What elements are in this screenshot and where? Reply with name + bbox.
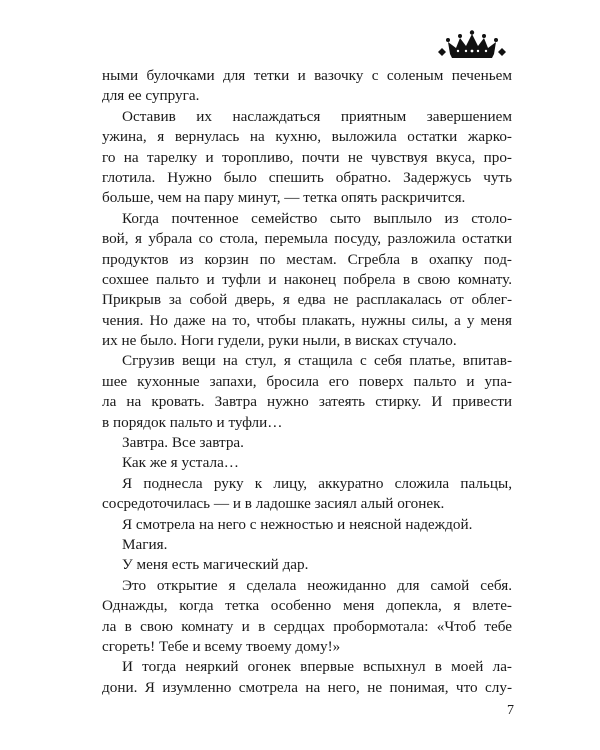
text-line: У меня есть магический дар. xyxy=(122,556,309,574)
text-line: ными булочками для тетки и вазочку с соленым печеньем xyxy=(102,67,512,84)
text-line: вой, я убрала со стола, перемыла посуду, разложила остатки xyxy=(102,230,512,248)
text-line: сгореть! Тебе и всему твоему дому!» xyxy=(102,637,341,655)
text-line: И тогда неяркий огонек впервые вспыхнул в моей ла- xyxy=(122,658,512,676)
text-line: больше, чем на пару минут, — тетка опять раскричится. xyxy=(102,189,466,207)
text-line: ла на кровать. Завтра нужно затеять стирку. И привести xyxy=(102,393,512,411)
text-line: Когда почтенное семейство сыто выплыло из столо- xyxy=(122,209,512,227)
text-line: Как же я устала… xyxy=(122,454,239,472)
text-line: го на тарелку и торопливо, почти не чувствуя вкуса, про- xyxy=(102,148,512,166)
page-number: 7 xyxy=(507,703,514,718)
text-line: ла в свою комнату и в сердцах пробормотала: «Чтоб тебе xyxy=(102,617,512,635)
text-line: Прикрыв за собой дверь, я едва не расплакалась от облег- xyxy=(102,291,512,309)
text-line: Оставив их наслаждаться приятным завершением xyxy=(122,107,512,125)
text-line: глотила. Нужно было спешить обратно. Задержусь чуть xyxy=(102,168,512,186)
page-text xyxy=(102,66,512,698)
text-line: Сгрузив вещи на стул, я стащила с себя платье, впитав- xyxy=(122,352,512,370)
text-line: в порядок пальто и туфли… xyxy=(102,413,283,431)
text-line: Завтра. Все завтра. xyxy=(122,434,244,452)
text-line: для ее супруга. xyxy=(102,87,200,105)
text-line: шее кухонные запахи, бросила его поверх пальто и упа- xyxy=(102,372,512,390)
text-line: Я смотрела на него с нежностью и неясной надеждой. xyxy=(122,515,473,533)
text-line: продуктов из корзин по местам. Сгребла в охапку под- xyxy=(102,250,512,268)
text-line: чения. Но даже на то, чтобы плакать, нужны силы, а у меня xyxy=(102,311,512,329)
text-line: Однажды, когда тетка особенно меня допекла, я влете- xyxy=(102,597,512,615)
text-line: Магия. xyxy=(122,535,168,553)
text-line: их не было. Ноги гудели, руки ныли, в висках стучало. xyxy=(102,332,457,350)
text-line: Это открытие я сделала неожиданно для самой себя. xyxy=(122,576,512,594)
text-line: дони. Я изумленно смотрела на него, не понимая, что слу- xyxy=(102,678,512,696)
text-line: Я поднесла руку к лицу, аккуратно сложила пальцы, xyxy=(122,474,512,492)
text-line: сохшее пальто и туфли и наконец побрела в свою комнату. xyxy=(102,270,512,288)
text-line: ужина, я вернулась на кухню, выложила остатки жарко- xyxy=(102,128,512,146)
crown-ornament-icon xyxy=(436,30,508,62)
text-line: сосредоточилась — и в ладошке засиял алый огонек. xyxy=(102,495,445,513)
